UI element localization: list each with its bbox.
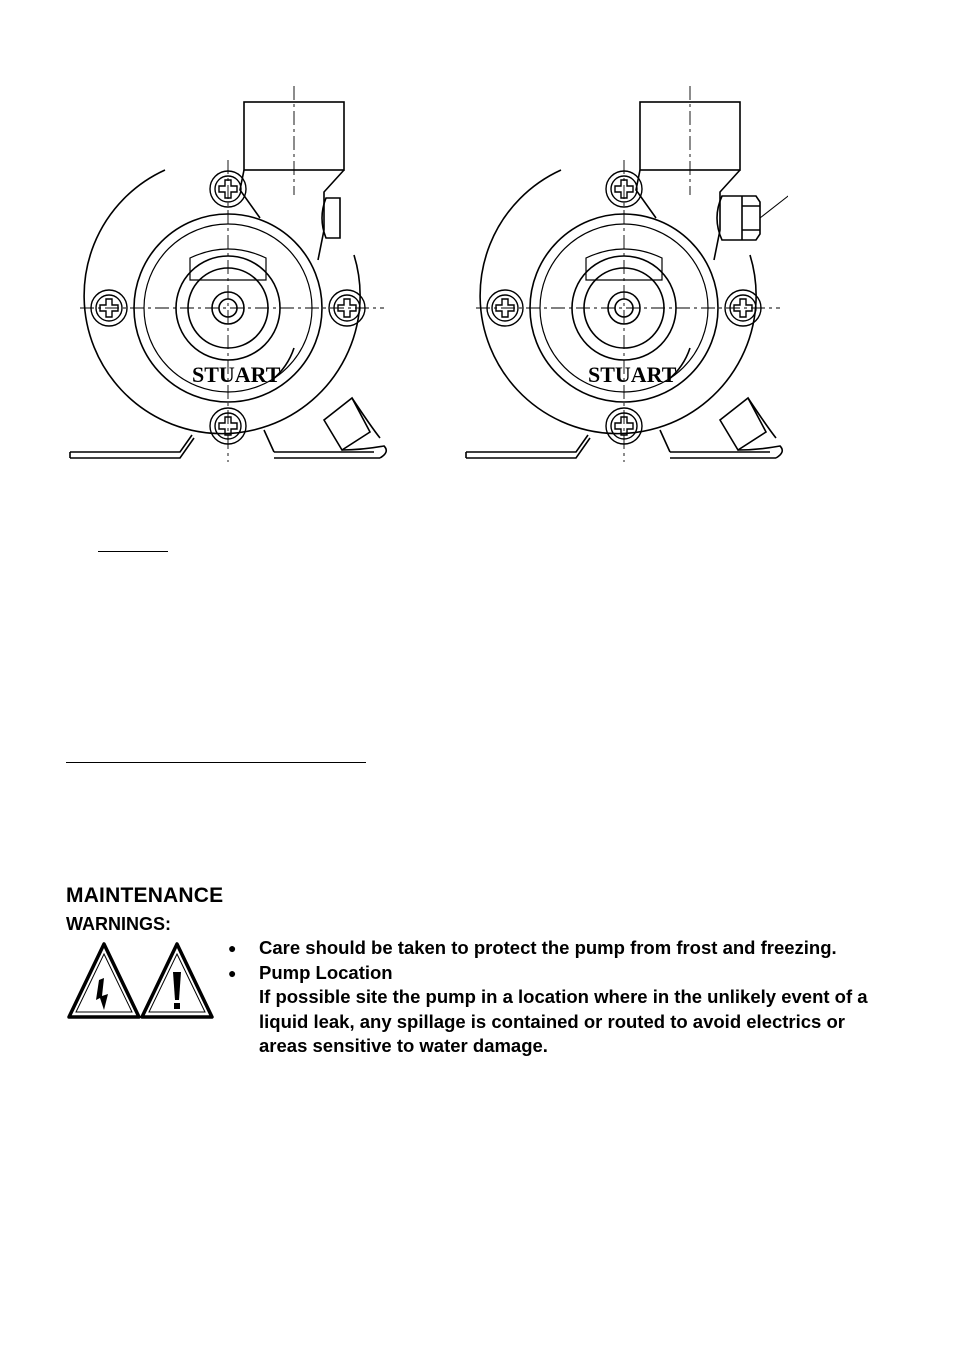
short-rule: [98, 551, 168, 552]
section-rule: [66, 762, 366, 763]
pump-diagram-left: [62, 80, 392, 470]
warning-item-location: [228, 961, 868, 1059]
brand-logo-left: STUART: [192, 362, 281, 387]
bullet-icon: ●: [228, 940, 237, 956]
pump-drawing-right: [458, 80, 788, 470]
brand-logo-right: STUART: [588, 362, 677, 387]
maintenance-heading: MAINTENANCE: [66, 884, 224, 907]
bullet-icon: ●: [228, 964, 237, 981]
warning-item-frost: [228, 936, 868, 961]
warning-icons: [66, 940, 216, 1020]
warning-title: Pump Location: [259, 961, 393, 983]
electrical-hazard-icon: [69, 944, 139, 1017]
warnings-list: [228, 936, 868, 1059]
warning-text: Care should be taken to protect the pump from frost and freezing.: [259, 937, 837, 958]
pump-diagram-right: [458, 80, 788, 470]
general-warning-icon: [142, 944, 212, 1017]
warnings-subheading: WARNINGS:: [66, 914, 171, 934]
pump-drawing-left: [62, 80, 392, 470]
warning-text: If possible site the pump in a location where in the unlikely event of a liquid leak, any spillage is contained or routed to avoid electrics or areas sensitive to water damage.: [259, 986, 868, 1056]
